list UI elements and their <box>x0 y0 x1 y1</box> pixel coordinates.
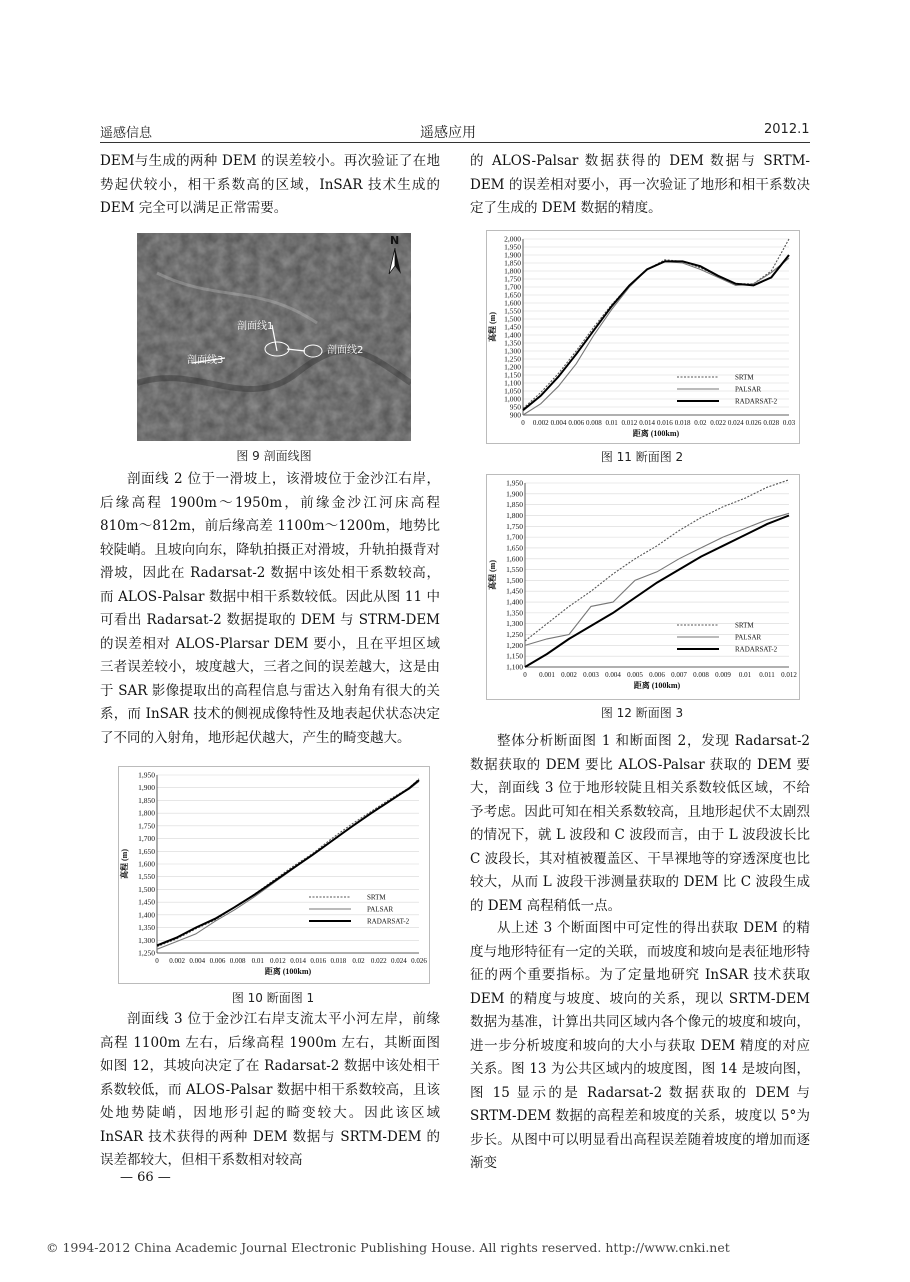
y-tick-label: 1,200 <box>506 640 523 650</box>
y-tick-label: 1,250 <box>504 354 521 364</box>
x-tick-label: 0.026 <box>411 957 427 965</box>
x-tick-label: 0.022 <box>370 957 387 965</box>
x-tick-label: 0.002 <box>169 957 186 965</box>
y-axis-label: 高程 (m) <box>488 560 497 590</box>
y-tick-label: 1,250 <box>506 630 523 640</box>
y-tick-label: 1,600 <box>504 298 521 308</box>
x-tick-label: 0.006 <box>649 671 665 679</box>
page-number: — 66 — <box>120 1170 171 1185</box>
y-tick-label: 1,300 <box>506 619 523 629</box>
y-tick-label: 1,500 <box>504 314 521 324</box>
header-rule <box>100 142 810 143</box>
legend-label: RADARSAT-2 <box>735 397 778 406</box>
right-paragraph-1 <box>470 150 810 221</box>
y-tick-label: 1,100 <box>506 662 523 672</box>
x-tick-label: 0.012 <box>781 671 797 679</box>
x-tick-label: 0 <box>521 419 525 427</box>
y-tick-label: 1,800 <box>506 510 523 520</box>
right-para2-text: 整体分析断面图 1 和断面图 2，发现 Radarsat-2 数据获取的 DEM 要比 ALOS-Palsar 获取的 DEM 要大，剖面线 3 位于地形较陡且相关系数较低区域，不给予考虑。因此可知在相关系数较高，且地形起伏不太剧烈的情况下，就 L 波段和 C 波段而言，由于 L 波段波长比 C 波段长，其对植被覆盖区、干旱裸地等的穿透深度也比较大，从而 L 波段干涉测量获取的 DEM 比 C 波段生成的 DEM 高程稍低一点。 <box>470 733 810 914</box>
y-tick-label: 1,900 <box>504 250 521 260</box>
y-tick-label: 1,450 <box>506 586 523 596</box>
y-tick-label: 1,350 <box>504 338 521 348</box>
legend-label: RADARSAT-2 <box>735 645 778 654</box>
y-axis-label: 高程 (m) <box>120 849 129 879</box>
right-para1-text: 的 ALOS-Palsar 数据获得的 DEM 数据与 SRTM-DEM 的误差相对要小，再一次验证了地形和相干系数决定了生成的 DEM 数据的精度。 <box>470 153 810 216</box>
y-tick-label: 1,850 <box>138 795 155 805</box>
fig9-label-1: 剖面线1 <box>237 321 274 332</box>
left-para2-text: 剖面线 2 位于一滑坡上，该滑坡位于金沙江右岸，后缘高程 1900m～1950m，前缘金沙江河床高程 810m～812m，前后缘高差 1100m～1200m，地势比较陡峭。且坡向向东，降轨拍摄正对滑坡，升轨拍摄背对滑坡，因此在 Radarsat-2 数据中该处相干系数较高，而 ALOS-Palsar 数据中相干系数较低。因此从图 11 中可看出 Radarsat-2 数据提取的 DEM 与 STRM-DEM 的误差相对 ALOS-Plarsar DEM 要小，且在平坦区域三者误差较小，坡度越大，三者之间的误差越大，这是由于 SAR 影像提取出的高程信息与雷达入射角有很大的关系，而 InSAR 技术的侧视成像特性及地表起伏状态决定了不同的入射角，地形起伏越大，产生的畸变越大。 <box>100 471 440 746</box>
legend-label: PALSAR <box>735 385 762 394</box>
y-tick-label: 1,600 <box>138 859 155 869</box>
north-arrow-icon <box>387 248 403 276</box>
y-tick-label: 1,050 <box>504 386 521 396</box>
x-tick-label: 0.001 <box>539 671 555 679</box>
y-tick-label: 1,650 <box>506 543 523 553</box>
x-tick-label: 0.01 <box>251 957 264 965</box>
x-tick-label: 0.026 <box>745 419 762 427</box>
y-tick-label: 1,450 <box>504 322 521 332</box>
legend-label: RADARSAT-2 <box>367 917 410 926</box>
y-tick-label: 1,750 <box>138 821 155 831</box>
left-para1-text: DEM与生成的两种 DEM 的误差较小。再次验证了在地势起伏较小，相干系数高的区域，InSAR 技术生成的 DEM 完全可以满足正常需要。 <box>100 153 440 216</box>
right-paragraph-3 <box>470 917 810 1176</box>
fig9-label-2: 剖面线2 <box>327 345 364 356</box>
north-label: N <box>390 234 400 247</box>
left-para3-text: 剖面线 3 位于金沙江右岸支流太平小河左岸，前缘高程 1100m 左右，后缘高程 1900m 左右，其断面图如图 12，其坡向决定了在 Radarsat-2 数据中该处相干系数较低，而 ALOS-Palsar 数据中相干系数较高，且该处地势陡峭，因地形引起的畸变较大。因此该区域 InSAR 技术获得的两种 DEM 数据与 SRTM-DEM 的误差都较大，但相干系数相对较高 <box>100 1011 440 1168</box>
fig11-caption: 图 11 断面图 2 <box>600 450 684 464</box>
y-tick-label: 1,350 <box>506 608 523 618</box>
y-tick-label: 1,400 <box>138 910 155 920</box>
fig10-caption: 图 10 断面图 1 <box>231 991 315 1005</box>
y-tick-label: 1,900 <box>506 489 523 499</box>
y-tick-label: 1,550 <box>506 565 523 575</box>
legend-label: SRTM <box>735 373 754 382</box>
x-tick-label: 0.008 <box>586 419 602 427</box>
x-tick-label: 0.006 <box>568 419 585 427</box>
x-tick-label: 0.01 <box>605 419 618 427</box>
y-tick-label: 1,850 <box>506 500 523 510</box>
y-tick-label: 1,950 <box>504 242 521 252</box>
running-header-right: 2012.1 <box>764 122 810 137</box>
fig9-label-3: 剖面线3 <box>187 355 224 366</box>
fig12-caption: 图 12 断面图 3 <box>600 706 684 720</box>
y-tick-label: 2,000 <box>504 234 521 244</box>
x-tick-label: 0 <box>155 957 159 965</box>
x-tick-label: 0.024 <box>727 419 744 427</box>
y-tick-label: 1,150 <box>504 370 521 380</box>
y-tick-label: 1,200 <box>504 362 521 372</box>
y-tick-label: 1,500 <box>138 884 155 894</box>
legend-label: PALSAR <box>735 633 762 642</box>
y-axis-label: 高程 (m) <box>488 312 497 342</box>
y-tick-label: 1,950 <box>138 770 155 780</box>
x-tick-label: 0.022 <box>710 419 726 427</box>
x-tick-label: 0.005 <box>627 671 643 679</box>
x-tick-label: 0.006 <box>209 957 226 965</box>
y-tick-label: 1,650 <box>138 846 155 856</box>
x-tick-label: 0.004 <box>550 419 567 427</box>
x-tick-label: 0 <box>523 671 527 679</box>
copyright-footer: © 1994-2012 China Academic Journal Electronic Publishing House. All rights reserved. http://www.cnki.net <box>46 1240 730 1255</box>
fig12-svg <box>487 475 799 699</box>
x-tick-label: 0.011 <box>759 671 775 679</box>
y-tick-label: 1,150 <box>506 651 523 661</box>
y-tick-label: 1,100 <box>504 378 521 388</box>
fig12-chart <box>486 474 800 700</box>
right-para3-text: 从上述 3 个断面图中可定性的得出获取 DEM 的精度与地形特征有一定的关联，而坡度和坡向是表征地形特征的两个重要指标。为了定量地研究 InSAR 技术获取 DEM 的精度与坡度、坡向的关系，现以 SRTM-DEM 数据为基准，计算出共同区域内各个像元的坡度和坡向，进一步分析坡度和坡向的大小与获取 DEM 精度的对应关系。图 13 为公共区域内的坡度图，图 14 是坡向图，图 15 显示的是 Radarsat-2 数据获取的 DEM 与 SRTM-DEM 数据的高程差和坡度的关系，坡度以 5°为步长。从图中可以明显看出高程误差随着坡度的增加而逐渐变 <box>470 920 810 1171</box>
y-tick-label: 1,700 <box>504 282 521 292</box>
y-tick-label: 950 <box>509 402 521 412</box>
y-tick-label: 1,000 <box>504 394 521 404</box>
y-tick-label: 900 <box>509 410 521 420</box>
y-tick-label: 1,500 <box>506 575 523 585</box>
legend-label: PALSAR <box>367 905 394 914</box>
running-header-center: 遥感应用 <box>420 125 476 141</box>
x-tick-label: 0.008 <box>229 957 246 965</box>
y-tick-label: 1,800 <box>138 808 155 818</box>
legend-label: SRTM <box>735 621 754 630</box>
y-tick-label: 1,300 <box>504 346 521 356</box>
y-tick-label: 1,450 <box>138 897 155 907</box>
right-paragraph-2 <box>470 730 810 918</box>
x-tick-label: 0.002 <box>532 419 549 427</box>
left-paragraph-3 <box>100 1008 440 1173</box>
x-tick-label: 0.018 <box>674 419 691 427</box>
y-tick-label: 1,700 <box>138 834 155 844</box>
x-tick-label: 0.008 <box>693 671 709 679</box>
fig9-terrain <box>137 233 411 441</box>
x-axis-label: 距离 (100km) <box>633 681 681 690</box>
fig9-caption: 图 9 剖面线图 <box>236 449 312 463</box>
legend-label: SRTM <box>367 893 386 902</box>
y-tick-label: 1,650 <box>504 290 521 300</box>
x-tick-label: 0.009 <box>715 671 731 679</box>
x-tick-label: 0.007 <box>671 671 687 679</box>
y-tick-label: 1,950 <box>506 478 523 488</box>
left-paragraph-2 <box>100 468 440 750</box>
series-line-srtm <box>525 480 789 641</box>
x-tick-label: 0.028 <box>763 419 780 427</box>
fig10-chart <box>118 766 430 984</box>
fig11-chart <box>486 230 800 444</box>
fig11-svg <box>487 231 799 443</box>
x-tick-label: 0.014 <box>639 419 656 427</box>
fig10-svg <box>119 767 429 983</box>
running-header-left: 遥感信息 <box>100 126 153 141</box>
y-tick-label: 1,350 <box>138 923 155 933</box>
y-tick-label: 1,550 <box>138 872 155 882</box>
x-tick-label: 0.018 <box>330 957 347 965</box>
x-tick-label: 0.02 <box>694 419 707 427</box>
y-tick-label: 1,550 <box>504 306 521 316</box>
x-axis-label: 距离 (100km) <box>632 429 680 438</box>
y-tick-label: 1,850 <box>504 258 521 268</box>
x-tick-label: 0.016 <box>310 957 327 965</box>
y-tick-label: 1,400 <box>506 597 523 607</box>
y-tick-label: 1,400 <box>504 330 521 340</box>
y-tick-label: 1,900 <box>138 783 155 793</box>
x-tick-label: 0.012 <box>270 957 286 965</box>
x-tick-label: 0.03 <box>782 419 796 427</box>
y-tick-label: 1,250 <box>138 948 155 958</box>
x-tick-label: 0.02 <box>352 957 365 965</box>
y-tick-label: 1,300 <box>138 935 155 945</box>
y-tick-label: 1,800 <box>504 266 521 276</box>
y-tick-label: 1,700 <box>506 532 523 542</box>
y-tick-label: 1,750 <box>506 521 523 531</box>
x-tick-label: 0.002 <box>561 671 577 679</box>
left-paragraph-1 <box>100 150 440 221</box>
y-tick-label: 1,750 <box>504 274 521 284</box>
x-tick-label: 0.012 <box>621 419 638 427</box>
x-tick-label: 0.024 <box>390 957 407 965</box>
x-tick-label: 0.01 <box>738 671 752 679</box>
x-tick-label: 0.004 <box>189 957 206 965</box>
fig9-image <box>137 233 411 441</box>
x-tick-label: 0.014 <box>290 957 306 965</box>
x-tick-label: 0.003 <box>583 671 599 679</box>
x-tick-label: 0.016 <box>656 419 673 427</box>
y-tick-label: 1,600 <box>506 554 523 564</box>
x-axis-label: 距离 (100km) <box>264 967 312 976</box>
x-tick-label: 0.004 <box>605 671 621 679</box>
